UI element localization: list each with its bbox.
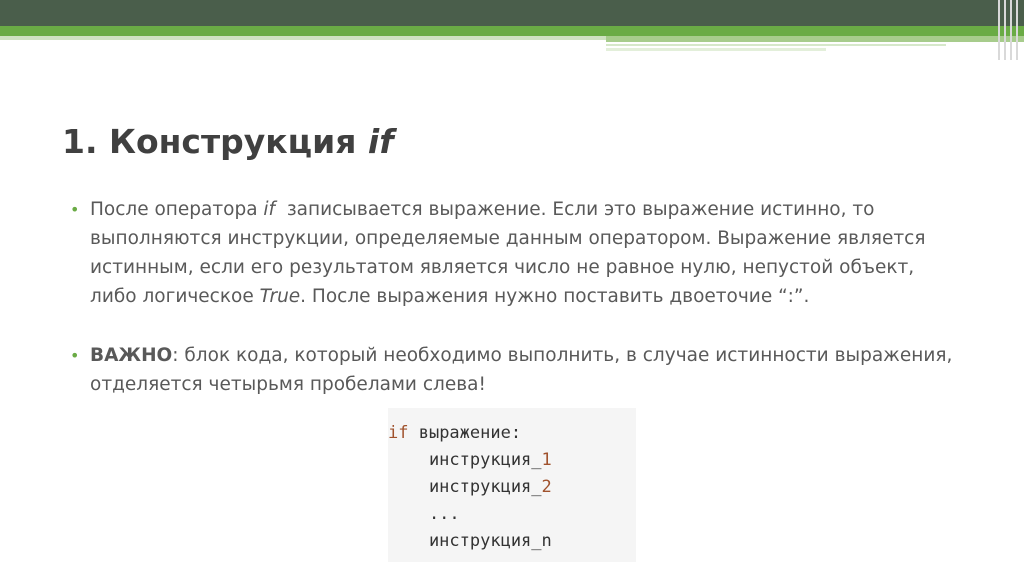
b2-l2: отделяется четырьмя пробелами слева! <box>90 374 486 395</box>
b1-l2: выполняются инструкции, определяемые данным оператором. Выражение является <box>90 228 926 249</box>
decor-stripe-2 <box>606 44 946 46</box>
slide-title <box>62 122 394 161</box>
code-line-n: инструкция_n <box>388 531 552 551</box>
b1-l3: истинным, если его результатом является число не равное нулю, непустой объект, <box>90 257 915 278</box>
header-band-dark <box>0 0 1024 26</box>
decor-stripe-3 <box>606 48 826 51</box>
b2-bold: ВАЖНО <box>90 345 173 366</box>
header-band-light <box>0 36 606 40</box>
code-block <box>388 408 636 562</box>
b1-l1b: if <box>263 199 276 220</box>
bullet-dot-icon: • <box>70 346 80 365</box>
code-ellipsis: ... <box>388 504 460 524</box>
header-band-green <box>0 26 1024 36</box>
decor-vertical-lines <box>994 0 1024 60</box>
b1-l1c: записывается выражение. Если это выражение истинно, то <box>275 199 875 220</box>
decor-stripe-1 <box>606 36 1024 42</box>
title-keyword: if <box>367 122 394 161</box>
b2-l1: : блок кода, который необходимо выполнить, в случае истинности выражения, <box>172 345 953 366</box>
b1-l4a: либо логическое <box>90 286 260 307</box>
code-num-1: 1 <box>541 450 552 470</box>
bullet-dot-icon: • <box>70 200 80 219</box>
code-num-2: 2 <box>541 477 552 497</box>
bullet-1-text <box>90 195 970 311</box>
code-if-keyword: if <box>388 423 409 443</box>
code-line-2: инструкция_ <box>388 477 542 497</box>
b1-l1a: После оператора <box>90 199 264 220</box>
b1-l4b: True <box>259 286 301 307</box>
code-line-1: инструкция_ <box>388 450 542 470</box>
b1-l4c: . После выражения нужно поставить двоеточие “:”. <box>300 286 810 307</box>
bullet-1 <box>70 195 970 311</box>
title-text: 1. Конструкция <box>62 122 368 161</box>
code-condition: выражение: <box>408 423 522 443</box>
bullet-2-text <box>90 341 970 399</box>
bullet-2 <box>70 341 970 399</box>
